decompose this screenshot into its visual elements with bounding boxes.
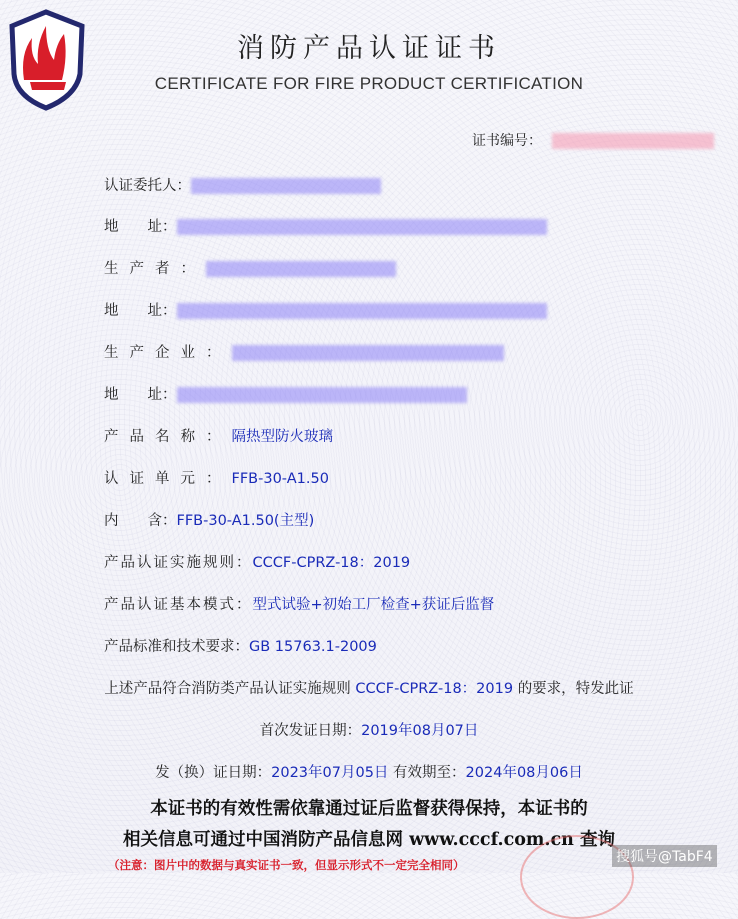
- conformity-statement: [0, 677, 738, 698]
- unit-row: [104, 467, 329, 488]
- disclaimer-notice: （注意：图片中的数据与真实证书一致，但显示形式不一定完全相同）: [108, 858, 465, 872]
- issue-date-label: 发（换）证日期：: [155, 765, 272, 781]
- redacted-factory: [232, 345, 504, 361]
- producer-row: [104, 257, 396, 278]
- standard-value: GB 15763.1-2009: [249, 639, 377, 655]
- certificate-title-cn: 消防产品认证证书: [237, 33, 501, 64]
- mode-row: [104, 593, 494, 614]
- redacted-address3: [177, 387, 467, 403]
- product-name-row: [104, 425, 333, 446]
- standard-row: [104, 635, 377, 656]
- certificate-number-label: 证书编号：: [472, 133, 542, 149]
- standard-label: 产品标准和技术要求：: [104, 639, 249, 655]
- product-name-label: 产品名称：: [104, 429, 232, 445]
- certificate-title-en: CERTIFICATE FOR FIRE PRODUCT CERTIFICATION: [154, 74, 584, 93]
- redacted-address2: [177, 303, 547, 319]
- valid-until-label: 有效期至：: [393, 765, 466, 781]
- content-value: FFB-30-A1.50(主型): [176, 513, 315, 529]
- product-name-value: 隔热型防火玻璃: [231, 429, 333, 445]
- validity-note-line1: 本证书的有效性需依靠通过证后监督获得保持，本证书的: [150, 799, 588, 819]
- producer-label: 生产者：: [104, 261, 206, 277]
- first-issue-label: 首次发证日期：: [259, 723, 362, 739]
- factory-label: 生产企业：: [104, 345, 232, 361]
- first-issue-date-row: [0, 719, 738, 740]
- redacted-address1: [177, 219, 547, 235]
- unit-value: FFB-30-A1.50: [231, 471, 329, 487]
- mode-label: 产品认证基本模式：: [104, 597, 253, 613]
- statement-post: 的要求，特发此证: [517, 681, 634, 697]
- certificate-number: [472, 130, 714, 150]
- address2-row: [104, 299, 547, 320]
- issue-date: 2023年07月05日: [271, 765, 389, 781]
- factory-row: [104, 341, 504, 362]
- address1-row: [104, 215, 547, 236]
- statement-pre: 上述产品符合消防类产品认证实施规则: [104, 681, 351, 697]
- rule-row: [104, 551, 410, 572]
- client-row: [104, 174, 381, 195]
- redacted-certificate-number: [552, 133, 714, 149]
- mode-value: 型式试验+初始工厂检查+获证后监督: [252, 597, 495, 613]
- address1-label: 地 址：: [104, 219, 177, 235]
- rule-value: CCCF-CPRZ-18：2019: [252, 555, 411, 571]
- issue-validity-row: [0, 761, 738, 782]
- rule-label: 产品认证实施规则：: [104, 555, 253, 571]
- content-row: [104, 509, 314, 530]
- redacted-client: [191, 178, 381, 194]
- address3-label: 地 址：: [104, 387, 177, 403]
- validity-note-line2: 相关信息可通过中国消防产品信息网 www.cccf.com.cn 查询: [123, 830, 615, 850]
- first-issue-date: 2019年08月07日: [361, 723, 479, 739]
- valid-until-date: 2024年08月06日: [465, 765, 583, 781]
- content-label: 内 含：: [104, 513, 177, 529]
- statement-rule: CCCF-CPRZ-18：2019: [355, 681, 514, 697]
- client-label: 认证委托人：: [104, 178, 191, 194]
- source-watermark: 搜狐号@TabF4: [612, 845, 717, 867]
- address3-row: [104, 383, 467, 404]
- redacted-producer: [206, 261, 396, 277]
- address2-label: 地 址：: [104, 303, 177, 319]
- unit-label: 认证单元：: [104, 471, 232, 487]
